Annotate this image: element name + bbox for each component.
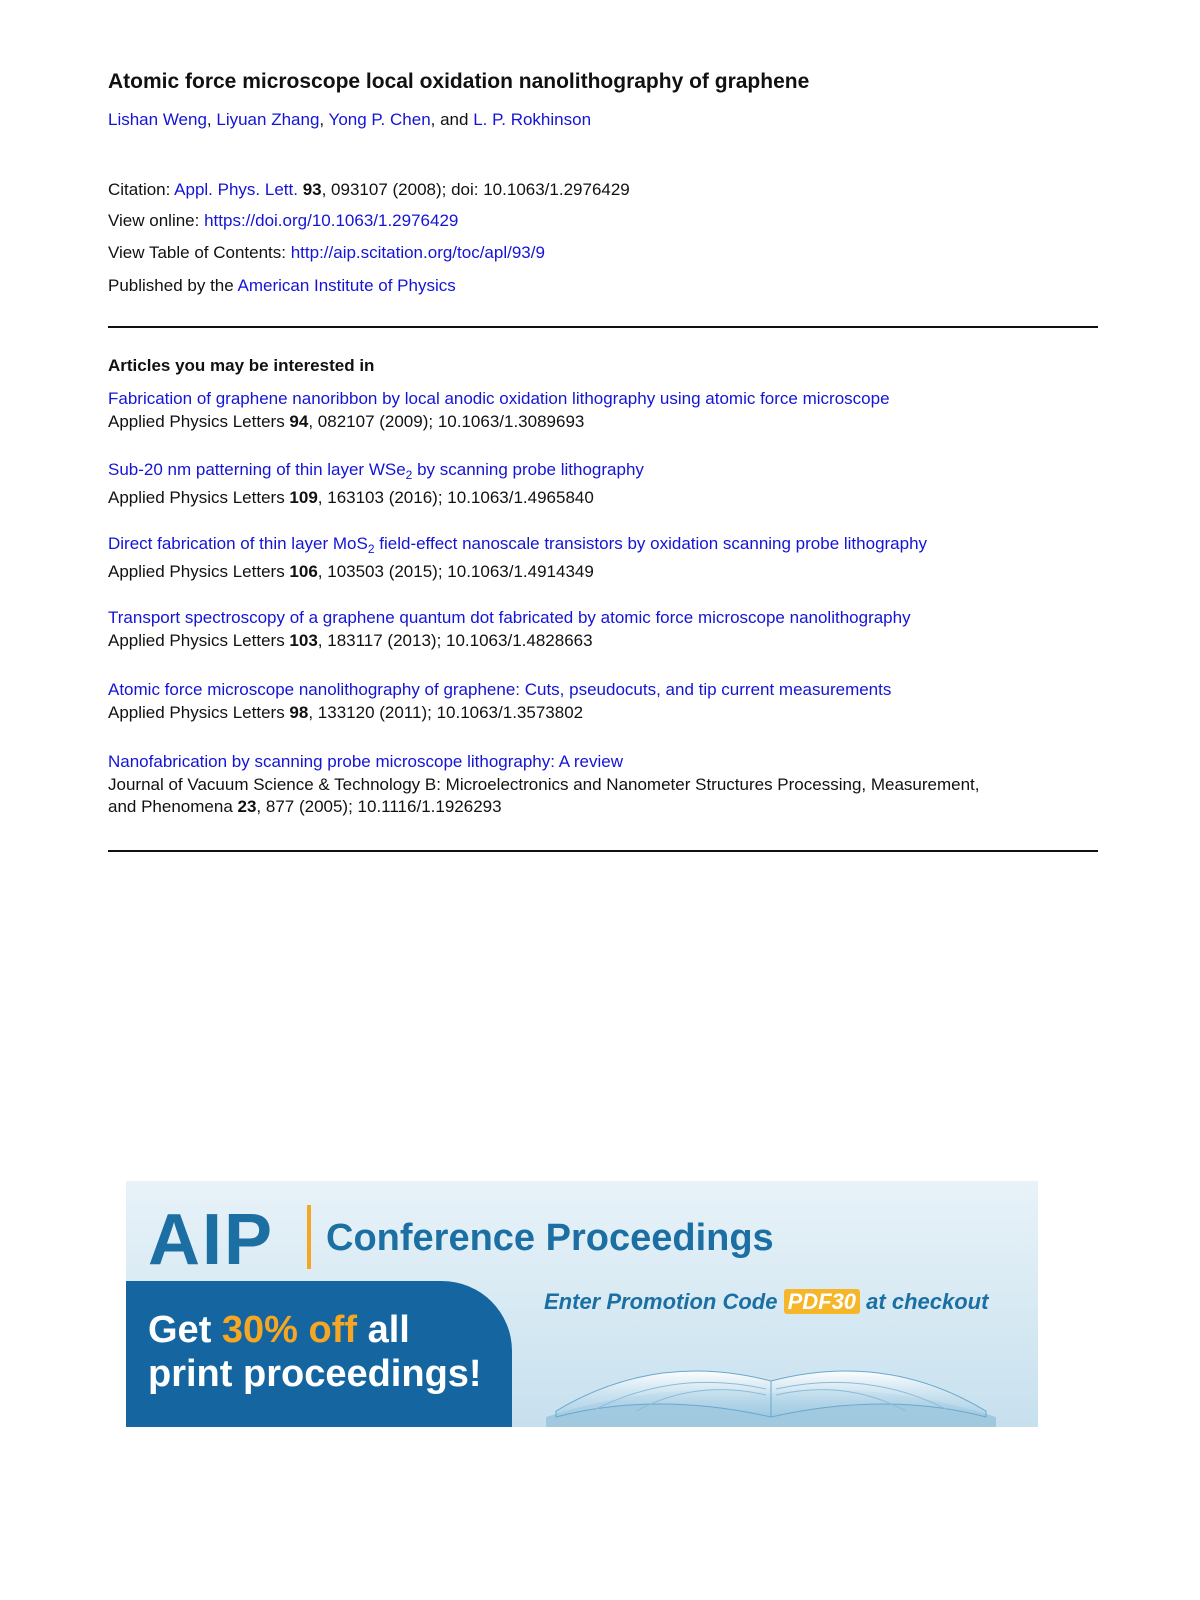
reference-detail: , 103503 (2015); 10.1063/1.4914349 [317,562,594,581]
author-list [108,110,591,130]
offer-headline [148,1309,410,1352]
reference-detail: , 877 (2005); 10.1116/1.1926293 [256,797,502,816]
view-online-label: View online: [108,211,205,230]
article-title: Atomic force microscope local oxidation nanolithography of graphene [108,70,810,93]
logo-divider [307,1205,311,1269]
reference-detail: , 133120 (2011); 10.1063/1.3573802 [308,703,584,722]
reference-detail: , 183117 (2013); 10.1063/1.4828663 [317,631,593,650]
reference-detail: , 082107 (2009); 10.1063/1.3089693 [308,412,585,431]
article-reference [108,774,1008,818]
title-part: field-effect nanoscale transistors by oxidation scanning probe lithography [374,534,928,553]
title-part: Sub-20 nm patterning of thin layer WSe [108,460,406,479]
journal-name: Applied Physics Letters [108,562,290,581]
citation-line [108,180,630,200]
journal-name: Applied Physics Letters [108,703,290,722]
journal-name: Applied Physics Letters [108,488,290,507]
aip-promo-banner[interactable] [126,1181,1038,1427]
article-reference [108,411,1098,433]
volume: 103 [289,631,318,650]
volume: 93 [302,180,322,199]
related-heading: Articles you may be interested in [108,356,375,375]
journal-name: Applied Physics Letters [108,412,290,431]
volume: 106 [289,562,318,581]
offer-subline: print proceedings! [148,1353,482,1395]
related-article-link[interactable]: Atomic force microscope nanolithography of graphene: Cuts, pseudocuts, and tip current measurements [108,680,892,699]
citation-rest: , 093107 (2008); doi: 10.1063/1.2976429 [321,180,630,199]
related-article [108,678,1098,724]
related-article [108,606,1098,652]
author-separator: , and [430,110,474,129]
reference-detail: , 163103 (2016); 10.1063/1.4965840 [317,488,594,507]
author-link[interactable]: Liyuan Zhang [216,110,320,129]
journal-name: Journal of Vacuum Science & Technology B: Microelectronics and Nanometer Structures Processing, Measurement, and Phenomena [108,775,980,816]
open-book-icon [536,1331,1006,1427]
related-article [108,750,1098,818]
promo-text: Enter Promotion Code [544,1289,784,1314]
offer-discount: 30% off [221,1309,358,1351]
author-link[interactable]: Lishan Weng [108,110,207,129]
citation-label: Citation: [108,180,175,199]
volume: 98 [289,703,309,722]
volume: 94 [289,412,309,431]
offer-text: Get [148,1309,222,1351]
publisher-label: Published by the [108,276,238,295]
divider [108,326,1098,328]
journal-link[interactable]: Appl. Phys. Lett. [174,180,298,199]
article-reference [108,561,1098,583]
view-online-line [108,211,458,231]
volume: 23 [237,797,257,816]
toc-line [108,243,545,263]
related-article-link[interactable] [108,458,1098,487]
related-article [108,387,1098,433]
title-part: by scanning probe lithography [412,460,644,479]
toc-label: View Table of Contents: [108,243,291,262]
conference-proceedings-title: Conference Proceedings [326,1217,774,1259]
toc-link[interactable]: http://aip.scitation.org/toc/apl/93/9 [290,243,545,262]
article-reference [108,630,1098,652]
promo-code: PDF30 [784,1289,860,1314]
author-link[interactable]: L. P. Rokhinson [473,110,592,129]
related-article-link[interactable] [108,532,1098,561]
related-article [108,458,1098,509]
publisher-link[interactable]: American Institute of Physics [237,276,456,295]
related-article [108,532,1098,583]
divider [108,850,1098,852]
related-article-link[interactable]: Transport spectroscopy of a graphene quantum dot fabricated by atomic force microscope nanolithography [108,608,911,627]
related-article-link[interactable]: Fabrication of graphene nanoribbon by local anodic oxidation lithography using atomic force microscope [108,389,890,408]
author-separator: , [319,110,329,129]
article-reference [108,487,1098,509]
subscript: 2 [367,542,375,556]
volume: 109 [289,488,318,507]
subscript: 2 [405,468,413,482]
aip-logo: AIP [148,1200,275,1280]
publisher-line [108,276,456,296]
related-article-link[interactable]: Nanofabrication by scanning probe microscope lithography: A review [108,752,624,771]
author-link[interactable]: Yong P. Chen [328,110,431,129]
article-reference [108,702,1098,724]
doi-link[interactable]: https://doi.org/10.1063/1.2976429 [204,211,459,230]
promo-text: at checkout [860,1289,989,1314]
promo-code-line [544,1289,988,1315]
author-separator: , [206,110,217,129]
offer-text: all [357,1309,410,1351]
journal-name: Applied Physics Letters [108,631,290,650]
title-part: Direct fabrication of thin layer MoS [108,534,368,553]
